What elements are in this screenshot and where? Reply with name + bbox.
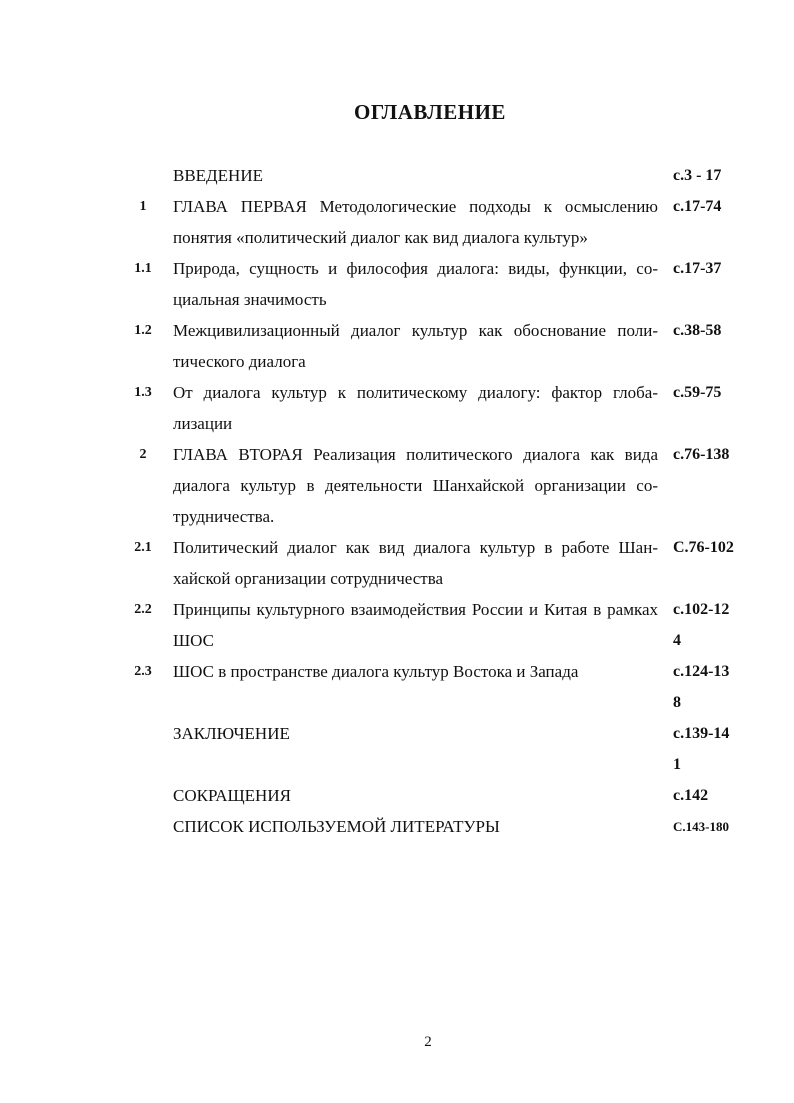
toc-entry-bibliography (0, 811, 794, 842)
section-number: 1.3 (134, 385, 152, 400)
toc-entry-1-2 (0, 315, 794, 377)
page-range: с.124-138 (673, 663, 730, 711)
section-number: 2.1 (134, 540, 152, 555)
toc-entry-introduction (0, 160, 794, 191)
page-range: с.142 (673, 787, 709, 804)
section-title: СОКРАЩЕНИЯ (173, 786, 291, 805)
section-title: ШОС в пространстве диалога культур Востока и Запада (173, 662, 579, 681)
page-range: с.59-75 (673, 384, 722, 401)
page-range: С.143-180 (673, 819, 729, 834)
toc-entry-2-1 (0, 532, 794, 594)
section-title: Межцивилизационный диалог культур как обоснование политического диалога (173, 321, 658, 371)
section-title: Принципы культурного взаимодействия России и Китая в рамках ШОС (173, 600, 658, 650)
toc-entry-chapter-1 (0, 191, 794, 253)
section-title: Политический диалог как вид диалога культур в работе Шанхайской организации сотрудничества (173, 538, 658, 588)
section-title: ВВЕДЕНИЕ (173, 166, 263, 185)
toc-entry-1-1 (0, 253, 794, 315)
page-range: с.38-58 (673, 322, 722, 339)
page-range: с.139-141 (673, 725, 730, 773)
page-range: с.3 - 17 (673, 167, 722, 184)
section-number: 2.3 (134, 664, 152, 679)
page-title: ОГЛАВЛЕНИЕ (354, 100, 506, 124)
page-range: С.76-102 (673, 539, 734, 556)
section-title: ГЛАВА ВТОРАЯ Реализация политического диалога как вида диалога культур в деятельности Шанхайской организации сотрудничества. (173, 445, 658, 526)
table-of-contents (0, 160, 794, 842)
section-title: Природа, сущность и философия диалога: виды, функции, социальная значимость (173, 259, 658, 309)
page-range: с.102-124 (673, 601, 730, 649)
section-title: СПИСОК ИСПОЛЬЗУЕМОЙ ЛИТЕРАТУРЫ (173, 817, 500, 836)
toc-entry-chapter-2 (0, 439, 794, 532)
section-title: ГЛАВА ПЕРВАЯ Методологические подходы к осмыслению понятия «политический диалог как вид диалога культур» (173, 197, 658, 247)
page-range: с.17-74 (673, 198, 722, 215)
section-number: 1.1 (134, 261, 152, 276)
toc-entry-abbreviations (0, 780, 794, 811)
section-number: 2 (139, 447, 147, 462)
page-number: 2 (424, 1034, 432, 1050)
toc-entry-1-3 (0, 377, 794, 439)
section-title: ЗАКЛЮЧЕНИЕ (173, 724, 290, 743)
toc-entry-2-3 (0, 656, 794, 718)
section-number: 2.2 (134, 602, 152, 617)
section-number: 1 (139, 199, 147, 214)
page-range: с.76-138 (673, 446, 730, 463)
section-number: 1.2 (134, 323, 152, 338)
toc-entry-conclusion (0, 718, 794, 780)
section-title: От диалога культур к политическому диалогу: фактор глобализации (173, 383, 658, 433)
page-range: с.17-37 (673, 260, 722, 277)
toc-entry-2-2 (0, 594, 794, 656)
